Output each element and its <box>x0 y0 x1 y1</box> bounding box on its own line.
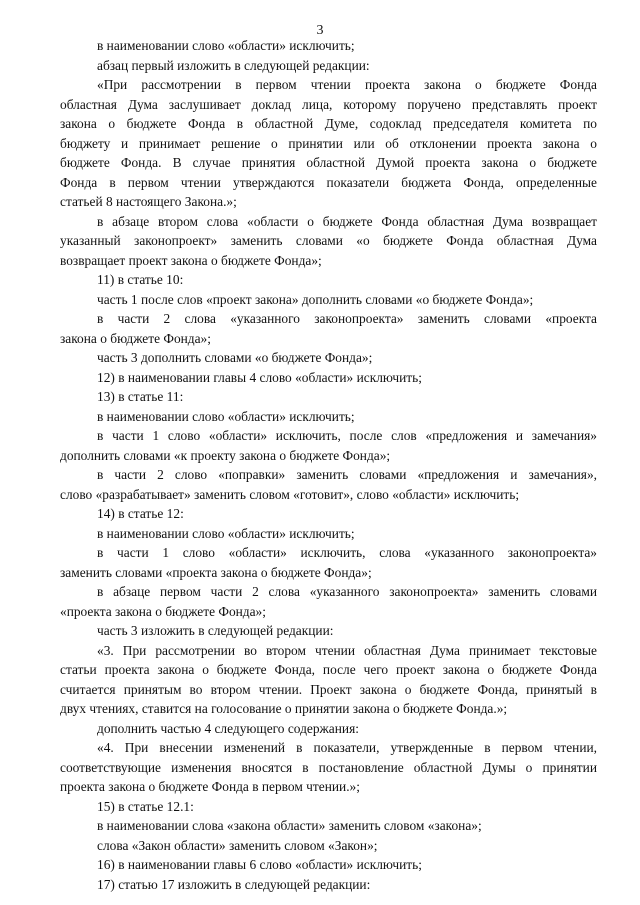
text-line: проекта закона о бюджете Фонда в первом чтении.»; <box>60 779 360 794</box>
text-line: в части 1 слово «области» исключить, после слов «предложения и замечания» <box>97 428 597 443</box>
page-number: 3 <box>316 23 324 38</box>
text-line: в абзаце первом части 2 слова «указанного законопроекта» заменить словами <box>97 584 597 599</box>
text-line: возвращает проект закона о бюджете Фонда»; <box>60 253 322 268</box>
text-line: 12) в наименовании главы 4 слово «области» исключить; <box>97 370 422 385</box>
text-line: «4. При внесении изменений в показатели, утвержденные в первом чтении, <box>97 740 597 755</box>
text-line: областная Дума заслушивает доклад лица, которому поручено представлять проект <box>60 97 597 112</box>
text-line: указанный законопроект» заменить словами «о бюджете Фонда областная Дума <box>60 233 597 248</box>
text-line: часть 1 после слов «проект закона» дополнить словами «о бюджете Фонда»; <box>97 292 534 307</box>
text-line: считается принятым во втором чтении. Проект закона о бюджете Фонда, принятый в <box>60 682 597 697</box>
text-line: в наименовании слова «закона области» заменить словом «закона»; <box>97 818 482 833</box>
text-line: «3. При рассмотрении во втором чтении областная Дума принимает текстовые <box>97 643 597 658</box>
text-line: «При рассмотрении в первом чтении проекта закона о бюджете Фонда <box>97 77 597 92</box>
text-line: бюджете Фонда. В случае принятия областной Думой проекта закона о бюджете <box>60 155 597 170</box>
text-line: в части 2 слова «указанного законопроекта» заменить словами «проекта <box>97 311 597 326</box>
text-line: 13) в статье 11: <box>97 389 184 404</box>
text-line: 11) в статье 10: <box>97 272 184 287</box>
text-line: 17) статью 17 изложить в следующей редакции: <box>97 877 371 892</box>
text-line: дополнить частью 4 следующего содержания: <box>97 721 359 736</box>
text-line: часть 3 дополнить словами «о бюджете Фонда»; <box>97 350 373 365</box>
text-line: статьи проекта закона о бюджете Фонда, после чего проект закона о бюджете Фонда <box>60 662 597 677</box>
text-line: 16) в наименовании главы 6 слово «области» исключить; <box>97 857 422 872</box>
text-line: слова «Закон области» заменить словом «Закон»; <box>97 838 378 853</box>
text-line: соответствующие изменения вносятся в постановление областной Думы о принятии <box>60 760 597 775</box>
text-line: закона о бюджете Фонда»; <box>60 331 211 346</box>
text-line: в части 1 слово «области» исключить, слова «указанного законопроекта» <box>97 545 597 560</box>
text-line: двух чтениях, ставится на голосование о принятии закона о бюджете Фонда.»; <box>60 701 508 716</box>
text-line: 14) в статье 12: <box>97 506 184 521</box>
text-line: бюджету и принимает решение о принятии или об отклонении проекта закона о <box>60 136 597 151</box>
text-line: закона о бюджете Фонда в областной Думе, содоклад председателя комитета по <box>60 116 597 131</box>
text-line: абзац первый изложить в следующей редакции: <box>97 58 370 73</box>
text-line: заменить словами «проекта закона о бюджете Фонда»; <box>60 565 372 580</box>
text-line: в абзаце втором слова «области о бюджете Фонда областная Дума возвращает <box>97 214 597 229</box>
text-line: часть 3 изложить в следующей редакции: <box>97 623 334 638</box>
text-line: «проекта закона о бюджете Фонда»; <box>60 604 266 619</box>
text-line: в наименовании слово «области» исключить; <box>97 409 355 424</box>
text-line: в наименовании слово «области» исключить; <box>97 38 355 53</box>
text-line: слово «разрабатывает» заменить словом «готовит», слово «области» исключить; <box>60 487 520 502</box>
text-line: в наименовании слово «области» исключить; <box>97 526 355 541</box>
text-line: Фонда в первом чтении утверждаются показатели бюджета Фонда, определенные <box>60 175 597 190</box>
text-line: статьей 8 настоящего Закона.»; <box>60 194 237 209</box>
text-line: в части 2 слово «поправки» заменить словами «предложения и замечания», <box>97 467 597 482</box>
text-line: дополнить словами «к проекту закона о бюджете Фонда»; <box>60 448 391 463</box>
text-line: 15) в статье 12.1: <box>97 799 194 814</box>
